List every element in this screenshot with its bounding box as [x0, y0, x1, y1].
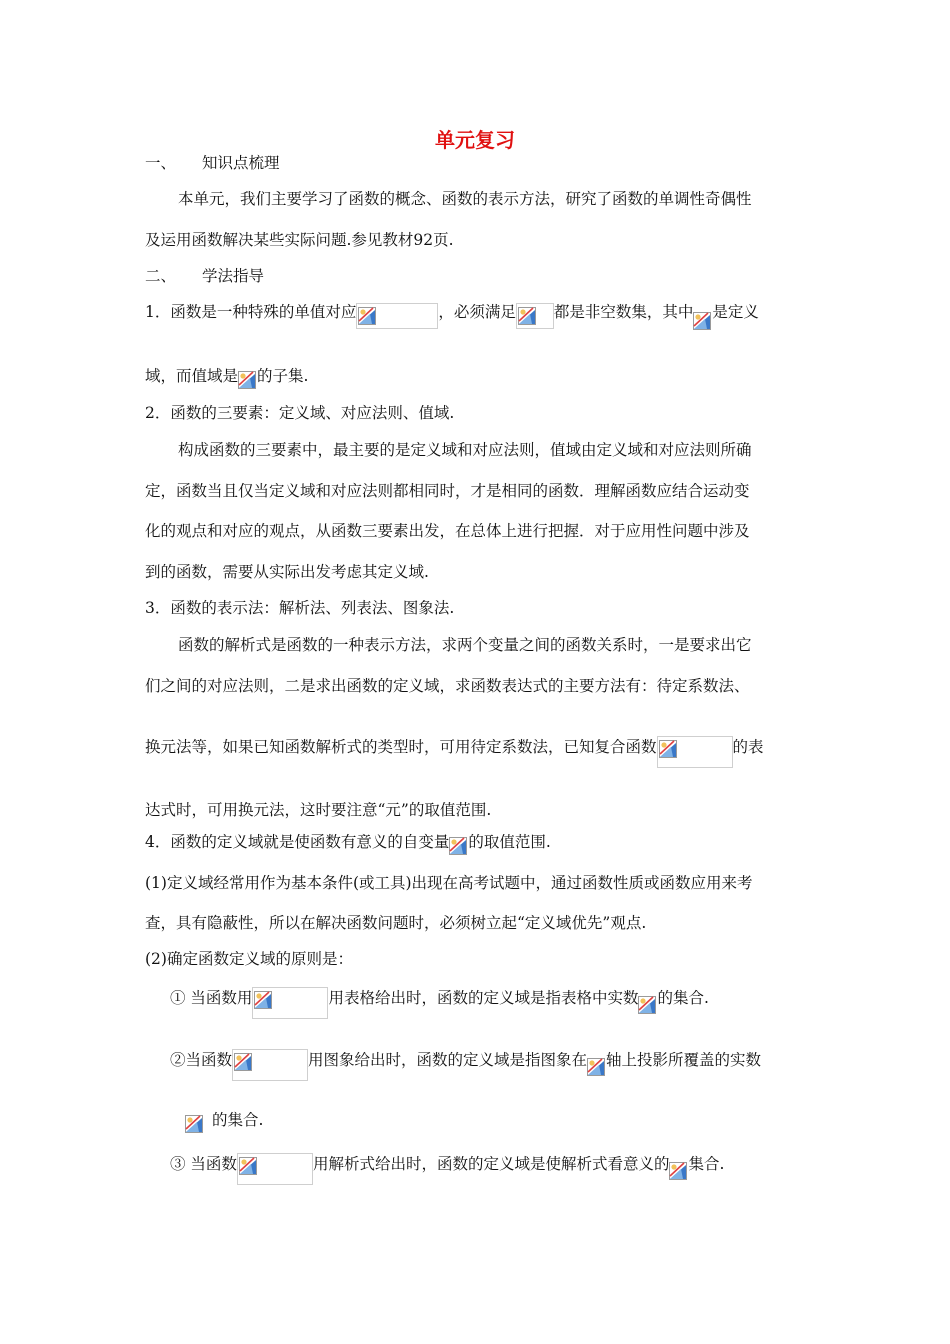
rule-item-3	[170, 1153, 724, 1185]
formula-image	[657, 736, 733, 768]
formula-image	[693, 312, 712, 331]
text-run: 的集合.	[212, 1111, 264, 1129]
section-title: 知识点梳理	[202, 154, 280, 172]
paragraph-line: (2)确定函数定义域的原则是：	[145, 950, 353, 968]
text-run: 换元法等，如果已知函数解析式的类型时，可用待定系数法，已知复合函数	[145, 738, 657, 756]
text-run: 的子集.	[257, 367, 309, 385]
broken-image-icon	[449, 837, 467, 855]
broken-image-icon	[239, 1157, 257, 1175]
formula-image	[587, 1058, 606, 1077]
section-heading-1	[145, 152, 280, 174]
paragraph-line: 构成函数的三要素中，最主要的是定义域和对应法则，值域由定义域和对应法则所确	[178, 441, 752, 459]
paragraph-line: 达式时，可用换元法，这时要注意“元”的取值范围.	[145, 801, 492, 819]
paragraph-line: (1)定义域经常用作为基本条件(或工具)出现在高考试题中，通过函数性质或函数应用来考	[145, 874, 753, 892]
broken-image-icon	[234, 1053, 252, 1071]
text-run: 的集合.	[657, 989, 709, 1007]
text-run: 集合.	[688, 1155, 725, 1173]
text-run: ③ 当函数	[170, 1155, 237, 1173]
text-run: ，必须满足	[438, 303, 516, 321]
text-run: 域，而值域是	[145, 367, 239, 385]
broken-image-icon	[587, 1058, 605, 1076]
rule-item-2	[170, 1049, 761, 1081]
paragraph-line: 化的观点和对应的观点，从函数三要素出发，在总体上进行把握．对于应用性问题中涉及	[145, 522, 750, 540]
text-run: 是定义	[712, 303, 759, 321]
section-number: 一、	[145, 154, 177, 172]
list-item-4	[145, 831, 551, 856]
list-item-3: 3．函数的表示法：解析法、列表法、图象法.	[145, 599, 455, 617]
paragraph-line: 定，函数当且仅当定义域和对应法则都相同时，才是相同的函数．理解函数应结合运动变	[145, 482, 750, 500]
broken-image-icon	[659, 740, 677, 758]
paragraph-line: 函数的解析式是函数的一种表示方法，求两个变量之间的函数关系时，一是要求出它	[178, 636, 752, 654]
list-item-1	[145, 301, 759, 331]
paragraph-line: 及运用函数解决某些实际问题.参见教材92页.	[145, 231, 454, 249]
formula-image	[356, 303, 438, 329]
paragraph-line	[145, 736, 764, 768]
rule-item-2-cont	[185, 1109, 263, 1134]
paragraph-line: 到的函数，需要从实际出发考虑其定义域.	[145, 563, 429, 581]
formula-image	[185, 1115, 204, 1134]
text-run: ① 当函数用	[170, 989, 253, 1007]
text-run: 1．函数是一种特殊的单值对应	[145, 303, 357, 321]
broken-image-icon	[669, 1162, 687, 1180]
broken-image-icon	[518, 307, 536, 325]
formula-image	[238, 371, 257, 390]
section-heading-2	[145, 265, 264, 287]
list-item-1-cont	[145, 365, 308, 390]
broken-image-icon	[254, 991, 272, 1009]
broken-image-icon	[238, 371, 256, 389]
page-title: 单元复习	[435, 128, 515, 152]
text-run: 用表格给出时，函数的定义域是指表格中实数	[328, 989, 639, 1007]
broken-image-icon	[693, 312, 711, 330]
formula-image	[237, 1153, 313, 1185]
text-run: 的表	[732, 738, 764, 756]
broken-image-icon	[358, 307, 376, 325]
paragraph-line: 们之间的对应法则，二是求出函数的定义域，求函数表达式的主要方法有：待定系数法、	[145, 677, 750, 695]
section-number: 二、	[145, 267, 177, 285]
text-run: 4．函数的定义域就是使函数有意义的自变量	[145, 833, 450, 851]
formula-image	[638, 996, 657, 1015]
paragraph-line: 查，具有隐蔽性，所以在解决函数问题时，必须树立起“定义域优先”观点.	[145, 914, 647, 932]
text-run: 的取值范围.	[468, 833, 551, 851]
paragraph-line: 本单元，我们主要学习了函数的概念、函数的表示方法，研究了函数的单调性奇偶性	[178, 190, 752, 208]
text-run: 用图象给出时，函数的定义域是指图象在	[308, 1051, 588, 1069]
formula-image	[252, 987, 328, 1019]
section-title: 学法指导	[202, 267, 265, 285]
rule-item-1	[170, 987, 709, 1019]
formula-image	[232, 1049, 308, 1081]
broken-image-icon	[185, 1115, 203, 1133]
text-run: ②当函数	[170, 1051, 233, 1069]
formula-image	[449, 837, 468, 856]
text-run: 用解析式给出时，函数的定义域是使解析式看意义的	[312, 1155, 670, 1173]
text-run: 轴上投影所覆盖的实数	[606, 1051, 762, 1069]
text-run: 都是非空数集，其中	[553, 303, 694, 321]
list-item-2: 2．函数的三要素：定义域、对应法则、值域.	[145, 404, 455, 422]
broken-image-icon	[638, 996, 656, 1014]
formula-image	[669, 1162, 688, 1181]
formula-image	[516, 303, 554, 329]
